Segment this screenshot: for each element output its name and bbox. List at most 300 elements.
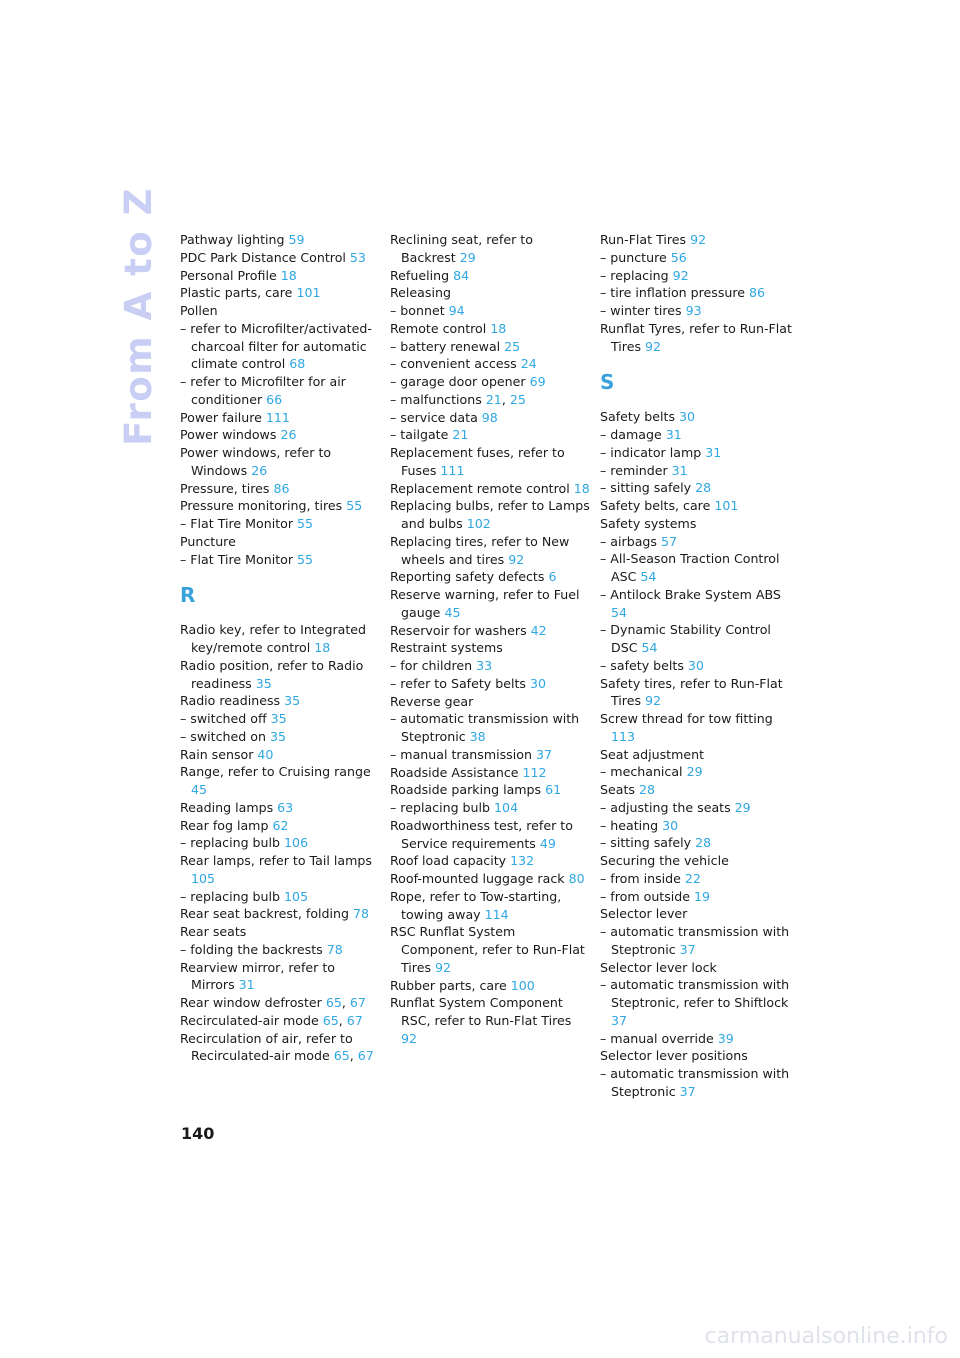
index-letter-heading: S [600,370,615,395]
index-entry [600,284,800,302]
index-entry [390,639,590,657]
page-reference-link[interactable]: 112 [522,764,547,780]
index-entry [600,462,800,480]
index-entry [390,888,590,924]
index-entry [180,746,380,764]
page-reference-link[interactable]: 42 [530,622,547,638]
index-term: Runflat System Component RSC, refer to Run-Flat Tires [390,995,572,1028]
index-term: – switched off [180,711,271,726]
page-reference-link[interactable]: 38 [469,729,486,744]
page-reference-link[interactable]: 106 [284,835,309,851]
index-entry [180,284,380,302]
index-entry [180,799,380,817]
page-reference-link[interactable]: 92 [645,693,662,709]
index-entry [390,533,590,569]
index-term: – tailgate [390,427,453,443]
index-entry [180,923,380,941]
index-entry [600,550,800,586]
index-entry [180,941,380,959]
index-term: – reminder [600,462,672,478]
index-entry [390,817,590,853]
index-entry [180,444,380,480]
page-reference-link[interactable]: 54 [641,640,658,655]
index-term: – adjusting the seats [600,799,735,815]
index-term: – replacing bulb [180,835,285,851]
index-term: – heating [600,817,663,833]
index-entry [390,852,590,870]
page-reference-link[interactable]: 31 [238,977,255,993]
index-entry [180,728,380,746]
index-entry [600,888,800,906]
index-entry [600,746,800,764]
page-reference-link[interactable]: 29 [686,764,703,780]
index-term: Replacing bulbs, refer to Lamps and bulbs [390,498,590,531]
index-term: – service data [390,409,482,425]
index-entry [600,426,800,444]
index-term: Power windows, refer to Windows [180,445,332,478]
index-term: Rear window defroster [180,995,326,1010]
index-entry [390,338,590,356]
watermark: carmanualsonline.info [704,1324,948,1349]
index-term: Reverse gear [390,693,474,709]
index-term: Radio position, refer to Radio readiness [180,657,364,691]
page-reference-link[interactable]: 94 [448,303,465,318]
index-entry [180,834,380,852]
index-entry [390,267,590,285]
page-reference-link[interactable]: 18 [280,267,297,283]
page-reference-link[interactable]: 104 [494,800,519,815]
page-reference-link[interactable]: 59 [288,232,305,247]
index-entry [600,870,800,888]
page-reference-link[interactable]: 37 [679,1083,696,1099]
index-term: Recirculated-air mode [180,1012,323,1028]
index-term: Recirculation of air, refer to Recirculated-air mode [180,1030,353,1064]
page-reference-link[interactable]: 28 [695,480,712,496]
page-reference-link[interactable]: 114 [484,906,509,922]
page-reference-link[interactable]: 31 [665,427,682,442]
index-entry [600,231,800,249]
index-entry [600,479,800,497]
index-term: – refer to Safety belts [390,675,530,691]
page-number: 140 [181,1124,215,1143]
page-ref-separator: , [338,1012,347,1028]
index-term: – from outside [600,888,695,904]
index-entry [180,1012,380,1030]
page-reference-link[interactable]: 39 [717,1030,734,1046]
index-term: Selector lever [600,906,688,922]
page-reference-link[interactable]: 40 [257,746,274,762]
page-reference-link[interactable]: 86 [273,480,290,496]
index-term: Selector lever positions [600,1048,748,1064]
index-term: Remote control [390,320,491,336]
index-term: Runflat Tyres, refer to Run-Flat Tires [600,320,792,354]
index-term: – safety belts [600,657,688,673]
index-term: – Antilock Brake System ABS [600,586,781,602]
index-entry [600,1065,800,1101]
index-term: Safety belts [600,409,680,425]
index-term: – All-Season Traction Control ASC [600,551,780,584]
index-entry [600,657,800,675]
index-term: – winter tires [600,303,686,318]
page-reference-link[interactable]: 69 [529,374,546,389]
page-reference-link[interactable]: 92 [435,959,452,975]
index-entry [600,763,800,781]
page-reference-link[interactable]: 28 [695,835,712,851]
index-entry [390,693,590,711]
index-entry [600,817,800,835]
index-term: – battery renewal [390,338,505,354]
page-reference-link[interactable]: 80 [568,871,585,886]
index-entry [390,302,590,320]
page-reference-link[interactable]: 67 [349,995,366,1010]
index-term: – sitting safely [600,480,696,496]
index-term: Rear lamps, refer to Tail lamps [180,853,372,868]
index-entry [600,1030,800,1048]
index-entry [180,409,380,427]
index-entry [600,905,800,923]
page-reference-link[interactable]: 26 [280,427,297,443]
index-entry [600,959,800,977]
index-term: Roadside Assistance [390,764,523,780]
index-term: Roof-mounted luggage rack [390,871,569,886]
section-side-title [116,186,160,446]
index-term: – automatic transmission with Steptronic [390,711,580,744]
index-entry [600,267,800,285]
page-reference-link[interactable]: 92 [690,232,707,247]
page-reference-link[interactable]: 102 [466,516,491,531]
index-entry [390,746,590,764]
index-entry [390,426,590,444]
index-entry [180,1030,380,1066]
page-reference-link[interactable]: 78 [353,906,370,922]
page-reference-link[interactable]: 18 [490,320,507,336]
index-entry [600,533,800,551]
page-reference-link[interactable]: 22 [684,870,701,886]
index-term: Selector lever lock [600,959,717,975]
index-entry [600,852,800,870]
page-reference-link[interactable]: 111 [265,409,290,425]
page-reference-link[interactable]: 33 [476,658,493,673]
index-entry [180,959,380,995]
page-reference-link[interactable]: 6 [548,569,557,585]
page-ref-separator: , [349,1048,358,1064]
index-term: – malfunctions [390,391,486,407]
index-entry [390,764,590,782]
page-reference-link[interactable]: 105 [284,888,309,904]
index-term: Releasing [390,285,451,301]
index-term: Reserve warning, refer to Fuel gauge [390,587,580,620]
index-term: – replacing bulb [180,888,285,904]
index-term: – folding the backrests [180,941,327,957]
page-reference-link[interactable]: 101 [296,285,321,301]
index-term: Restraint systems [390,640,503,656]
index-entry [600,799,800,817]
index-entry [390,231,590,267]
index-term: Radio readiness [180,693,285,709]
page-reference-link[interactable]: 92 [645,338,662,354]
index-term: – puncture [600,249,671,265]
index-entry [180,267,380,285]
page-reference-link[interactable]: 68 [289,356,306,372]
page-reference-link[interactable]: 55 [346,498,363,514]
index-term: Rear fog lamp [180,817,273,833]
index-term: Replacement fuses, refer to Fuses [390,445,565,478]
page-reference-link[interactable]: 84 [453,267,470,283]
index-term: – Flat Tire Monitor [180,551,298,567]
index-entry [390,480,590,498]
index-entry [180,302,380,320]
page-reference-link[interactable]: 66 [266,391,283,407]
index-term: – from inside [600,870,685,886]
index-term: Pressure, tires [180,480,274,496]
index-term: Roof load capacity [390,853,511,869]
index-entry [180,710,380,728]
page-reference-link[interactable]: 30 [530,675,547,691]
index-term: Personal Profile [180,267,281,283]
index-term: – automatic transmission with Steptronic, refer to Shiftlock [600,977,790,1010]
index-term: RSC Runflat System Component, refer to Run-Flat Tires [390,924,585,975]
index-term: – refer to Microfilter for air conditioner [180,374,346,407]
index-entry [180,320,380,373]
page-reference-link[interactable]: 45 [444,604,461,620]
index-term: – automatic transmission with Steptronic [600,1066,790,1099]
index-entry [390,781,590,799]
index-term: – manual override [600,1030,718,1046]
index-term: – manual transmission [390,746,536,762]
page-reference-link[interactable]: 18 [314,640,331,655]
page-reference-link[interactable]: 54 [611,604,628,620]
page-reference-link[interactable]: 37 [679,941,696,957]
index-term: Safety systems [600,515,697,531]
index-term: Reservoir for washers [390,622,531,638]
page-reference-link[interactable]: 92 [401,1030,418,1046]
index-entry [180,994,380,1012]
index-term: – replacing [600,267,673,283]
index-term: – refer to Microfilter/activated-charcoal filter for automatic climate control [180,320,372,372]
index-entry [390,675,590,693]
index-column-2 [390,231,590,1048]
index-entry [600,1047,800,1065]
index-entry [390,799,590,817]
index-entry [390,586,590,622]
index-term: – damage [600,427,666,442]
index-term: – garage door opener [390,374,530,389]
index-entry [180,533,380,551]
index-entry [390,977,590,995]
page-reference-link[interactable]: 37 [535,746,552,762]
index-term: Securing the vehicle [600,853,729,868]
index-entry [600,320,800,356]
index-term: PDC Park Distance Control [180,249,350,265]
index-term: Reading lamps [180,799,278,815]
index-term: Pollen [180,303,218,318]
page-reference-link[interactable]: 28 [638,782,655,797]
index-term: Screw thread for tow fitting [600,711,773,726]
index-entry [390,284,590,302]
page-reference-link[interactable]: 57 [660,533,677,549]
page-reference-link[interactable]: 86 [749,285,766,301]
page-reference-link[interactable]: 35 [255,675,272,691]
index-term: – Flat Tire Monitor [180,516,298,531]
index-term: Refueling [390,267,454,283]
index-entry [390,409,590,427]
page-reference-link[interactable]: 92 [672,267,689,283]
index-term: – convenient access [390,356,521,372]
index-entry [180,817,380,835]
index-entry [180,888,380,906]
index-term: – indicator lamp [600,444,706,460]
page-reference-link[interactable]: 62 [272,817,289,833]
index-entry [390,497,590,533]
index-term: Roadside parking lamps [390,782,546,798]
page-reference-link[interactable]: 30 [687,657,704,673]
index-term: – tire inflation pressure [600,285,750,301]
index-entry [600,781,800,799]
index-term: Pressure monitoring, tires [180,498,347,514]
page-reference-link[interactable]: 29 [734,799,751,815]
page-reference-link[interactable]: 24 [520,356,537,372]
index-entry [390,568,590,586]
index-term: – mechanical [600,764,687,780]
page-reference-link[interactable]: 30 [662,817,679,833]
index-entry [390,391,590,409]
index-term: Seats [600,782,639,797]
page-reference-link[interactable]: 100 [510,977,535,993]
index-term: Rear seat backrest, folding [180,906,353,922]
page-reference-link[interactable]: 65 [325,995,342,1010]
index-entry [600,675,800,711]
page-reference-link[interactable]: 67 [357,1048,374,1064]
index-entry [600,586,800,622]
index-term: Seat adjustment [600,746,705,762]
index-term: – sitting safely [600,835,696,851]
page-reference-link[interactable]: 25 [504,338,521,354]
page-reference-link[interactable]: 65 [333,1048,350,1064]
page-reference-link[interactable]: 35 [270,711,287,726]
index-entry [600,621,800,657]
index-entry [180,551,380,569]
index-entry [390,994,590,1047]
page-reference-link[interactable]: 31 [705,444,722,460]
page-reference-link[interactable]: 113 [611,728,636,744]
index-term: Rope, refer to Tow-starting, towing away [390,888,562,922]
index-term: Rubber parts, care [390,977,511,993]
page-reference-link[interactable]: 45 [191,782,208,797]
index-entry [180,497,380,515]
page-reference-link[interactable]: 98 [481,409,498,425]
page-reference-link[interactable]: 61 [545,782,562,798]
page-reference-link[interactable]: 49 [539,835,556,851]
index-entry [600,834,800,852]
index-entry [180,621,380,657]
index-entry [390,320,590,338]
page-reference-link[interactable]: 35 [269,728,286,744]
index-entry [390,444,590,480]
index-entry [180,426,380,444]
index-term: Reporting safety defects [390,569,549,585]
page-reference-link[interactable]: 19 [694,888,711,904]
index-entry [600,408,800,426]
index-entry [390,710,590,746]
index-entry [390,870,590,888]
page-reference-link[interactable]: 18 [573,480,590,496]
page-reference-link[interactable]: 55 [297,551,314,567]
index-column-1 [180,231,380,1065]
index-entry [180,657,380,693]
index-entry [390,622,590,640]
index-term: – bonnet [390,303,449,318]
index-term: – Dynamic Stability Control DSC [600,622,771,655]
page-ref-separator: , [341,995,350,1010]
index-term: Rain sensor [180,746,258,762]
page-reference-link[interactable]: 78 [326,941,343,957]
index-term: – replacing bulb [390,800,495,815]
page-reference-link[interactable]: 101 [714,498,739,513]
page-reference-link[interactable]: 21 [485,391,502,407]
index-term: Radio key, refer to Integrated key/remote control [180,622,367,655]
page-reference-link[interactable]: 105 [191,870,216,886]
index-term: Run-Flat Tires [600,232,691,247]
index-term: Range, refer to Cruising range [180,764,371,780]
page-reference-link[interactable]: 132 [510,853,535,869]
index-term: Replacing tires, refer to New wheels and tires [390,533,570,567]
page-reference-link[interactable]: 54 [640,569,657,584]
page-reference-link[interactable]: 92 [508,551,525,567]
index-entry [180,231,380,249]
index-term: – airbags [600,533,661,549]
index-term: – switched on [180,728,270,744]
page-reference-link[interactable]: 67 [346,1012,363,1028]
index-entry [180,692,380,710]
index-entry [180,480,380,498]
index-term: Rearview mirror, refer to Mirrors [180,959,335,993]
page-reference-link[interactable]: 31 [671,462,688,478]
page-reference-link[interactable]: 30 [679,409,696,425]
page-reference-link[interactable]: 65 [322,1012,339,1028]
page-reference-link[interactable]: 55 [297,516,314,531]
index-term: Safety belts, care [600,498,715,513]
index-term: Roadworthiness test, refer to Service requirements [390,817,573,851]
page-reference-link[interactable]: 56 [670,249,687,265]
index-entry [600,497,800,515]
index-term: Safety tires, refer to Run-Flat Tires [600,675,783,709]
index-entry [180,515,380,533]
index-entry [600,710,800,746]
index-term: Plastic parts, care [180,285,297,301]
page-reference-link[interactable]: 35 [284,693,301,709]
page-ref-separator: , [501,391,510,407]
index-term: Power windows [180,427,281,443]
index-entry [600,923,800,959]
index-entry [180,905,380,923]
page-reference-link[interactable]: 63 [277,799,294,815]
page-reference-link[interactable]: 25 [509,391,526,407]
index-entry [600,302,800,320]
index-entry [180,763,380,799]
page-reference-link[interactable]: 21 [452,427,469,443]
page-reference-link[interactable]: 29 [459,249,476,265]
index-entry [600,515,800,533]
page-reference-link[interactable]: 53 [349,249,366,265]
page-reference-link[interactable]: 93 [685,303,702,318]
page-reference-link[interactable]: 111 [440,462,465,478]
page-reference-link[interactable]: 26 [251,462,268,478]
index-entry [390,373,590,391]
index-column-3 [600,231,800,1101]
index-term: Pathway lighting [180,232,289,247]
page-reference-link[interactable]: 37 [611,1012,628,1028]
index-entry [600,976,800,1029]
